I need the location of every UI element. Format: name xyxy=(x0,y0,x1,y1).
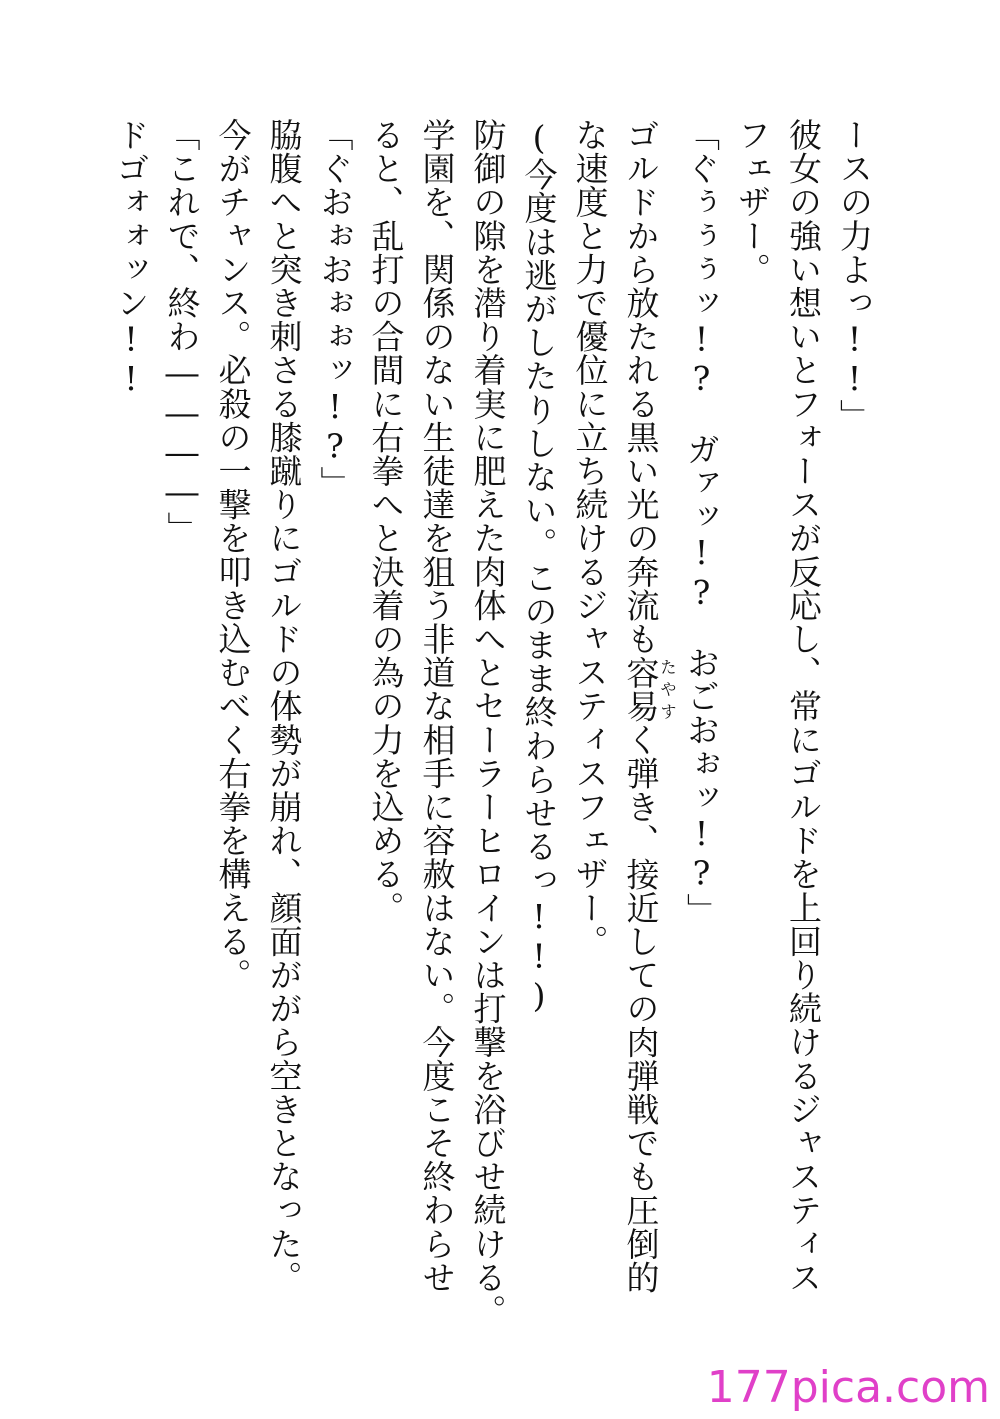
text-line: 「ぐおぉおぉぉッ!?」 xyxy=(315,118,355,500)
text-line-with-ruby xyxy=(616,118,677,1348)
text-line: 防御の隙を潜り着実に肥えた肉体へとセーラーヒロインは打撃を浴びせ続ける。 xyxy=(468,118,508,1328)
text-line: 「これで、終わ――――」 xyxy=(162,118,202,546)
text-line: 今がチャンス。必殺の一撃を叩き込むべく右拳を構える。 xyxy=(213,118,253,992)
text-line: 学園を、関係のない生徒達を狙う非道な相手に容赦はない。今度こそ終わらせ xyxy=(417,118,457,1294)
ruby-base: 容易 xyxy=(621,655,661,723)
text-line: 脇腹へと突き刺さる膝蹴りにゴルドの体勢が崩れ、顔面ががら空きとなった。 xyxy=(264,118,304,1294)
text-line: ると、乱打の合間に右拳へと決着の為の力を込める。 xyxy=(366,118,406,925)
ruby-annotation xyxy=(621,655,677,723)
ruby-text: たやす xyxy=(657,655,677,723)
text-line: ースの力よっ!!」 xyxy=(835,118,874,433)
text-line: (今度は逃がしたりしない。このまま終わらせるっ!!) xyxy=(519,118,559,1016)
text-segment: ゴルドから放たれる黒い光の奔流も xyxy=(621,118,661,656)
text-line: ドゴォォッン!! xyxy=(111,118,151,399)
watermark: 177pica.com xyxy=(706,1362,990,1413)
text-line: 「ぐぅぅぅッ!? ガァッ!? おごおぉッ!?」 xyxy=(682,118,721,927)
text-line: フェザー。 xyxy=(733,118,772,286)
text-line: な速度と力で優位に立ち続けるジャスティスフェザー。 xyxy=(570,118,610,958)
text-segment: く弾き、接近しての肉弾戦でも圧倒的 xyxy=(621,722,661,1295)
novel-text-block xyxy=(106,118,881,1348)
text-line: 彼女の強い想いとフォースが反応し、常にゴルドを上回り続けるジャスティス xyxy=(784,118,823,1294)
